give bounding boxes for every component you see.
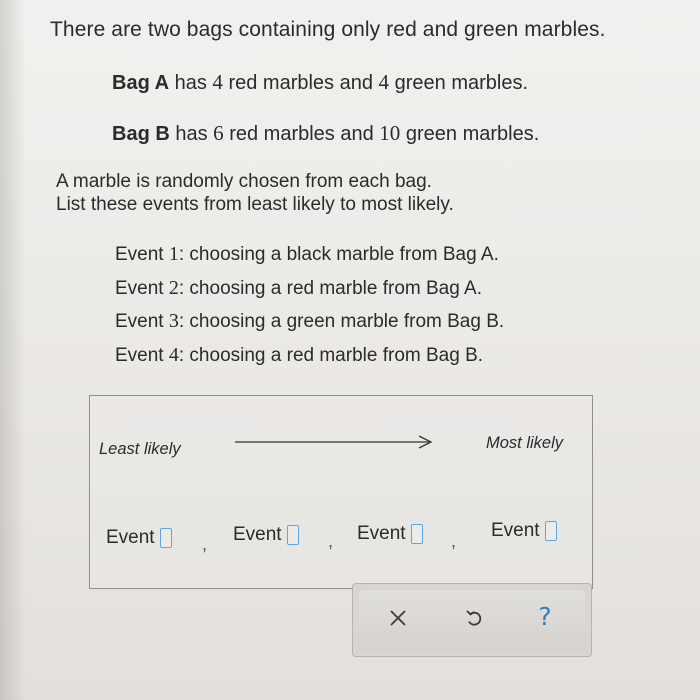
page-edge-shadow — [0, 0, 26, 700]
event-prefix: Event — [115, 244, 169, 265]
event-list — [115, 238, 504, 372]
undo-button[interactable] — [459, 603, 489, 633]
event-number-input[interactable] — [545, 521, 557, 541]
event-item — [115, 272, 504, 306]
slot-label: Event — [357, 523, 406, 544]
answer-toolbar — [352, 583, 592, 657]
event-number: 2 — [168, 276, 179, 299]
slot-label: Event — [106, 527, 155, 548]
event-item — [115, 238, 504, 272]
bag-b-description — [112, 121, 539, 146]
event-text: : choosing a black marble from Bag A. — [178, 244, 499, 265]
separator: , — [328, 531, 334, 551]
question-line-1: A marble is randomly chosen from each bag. — [56, 171, 432, 192]
intro-text: There are two bags containing only red and green marbles. — [50, 18, 606, 41]
bag-b-text: red marbles and — [223, 123, 380, 145]
bag-a-text: green marbles. — [389, 72, 529, 94]
slot-label: Event — [233, 524, 282, 545]
event-number-input[interactable] — [160, 528, 172, 548]
slot-label: Event — [491, 520, 540, 541]
bag-a-green-count: 4 — [378, 70, 390, 94]
event-text: : choosing a red marble from Bag B. — [178, 344, 484, 366]
event-prefix: Event — [115, 311, 169, 332]
event-number-input[interactable] — [411, 524, 423, 544]
bag-b-text: green marbles. — [400, 123, 540, 145]
close-icon — [389, 609, 407, 627]
undo-icon — [464, 608, 484, 628]
clear-button[interactable] — [383, 603, 413, 633]
bag-b-text: has — [169, 123, 214, 145]
help-button[interactable] — [530, 601, 560, 631]
event-number: 4 — [168, 343, 179, 366]
bag-a-text: has — [169, 72, 213, 94]
least-likely-label: Least likely — [99, 440, 181, 458]
event-text: : choosing a red marble from Bag A. — [178, 277, 482, 299]
separator: , — [451, 531, 457, 551]
right-arrow-icon — [235, 434, 435, 450]
help-icon: ? — [538, 601, 552, 631]
event-number: 3 — [168, 310, 179, 332]
bag-b-name: Bag B — [112, 123, 170, 145]
event-text: : choosing a green marble from Bag B. — [178, 311, 505, 332]
answer-panel — [89, 395, 593, 589]
event-prefix: Event — [115, 277, 169, 299]
question-line-2: List these events from least likely to most likely. — [56, 194, 454, 215]
event-item — [115, 339, 504, 373]
event-number: 1 — [168, 243, 179, 265]
separator: , — [202, 534, 208, 554]
event-prefix: Event — [115, 344, 169, 366]
answer-slot-1 — [106, 527, 172, 549]
bag-a-text: red marbles and — [222, 72, 379, 94]
event-item — [115, 305, 504, 339]
most-likely-label: Most likely — [486, 434, 564, 452]
answer-slot-2 — [233, 524, 299, 546]
bag-a-red-count: 4 — [212, 70, 223, 94]
answer-slot-4 — [491, 520, 557, 542]
question-text — [56, 170, 454, 216]
bag-b-red-count: 6 — [213, 121, 224, 145]
bag-a-name: Bag A — [112, 72, 170, 94]
bag-b-green-count: 10 — [379, 121, 401, 145]
event-number-input[interactable] — [287, 525, 299, 545]
bag-a-description — [112, 70, 528, 95]
answer-slot-3 — [357, 523, 423, 545]
